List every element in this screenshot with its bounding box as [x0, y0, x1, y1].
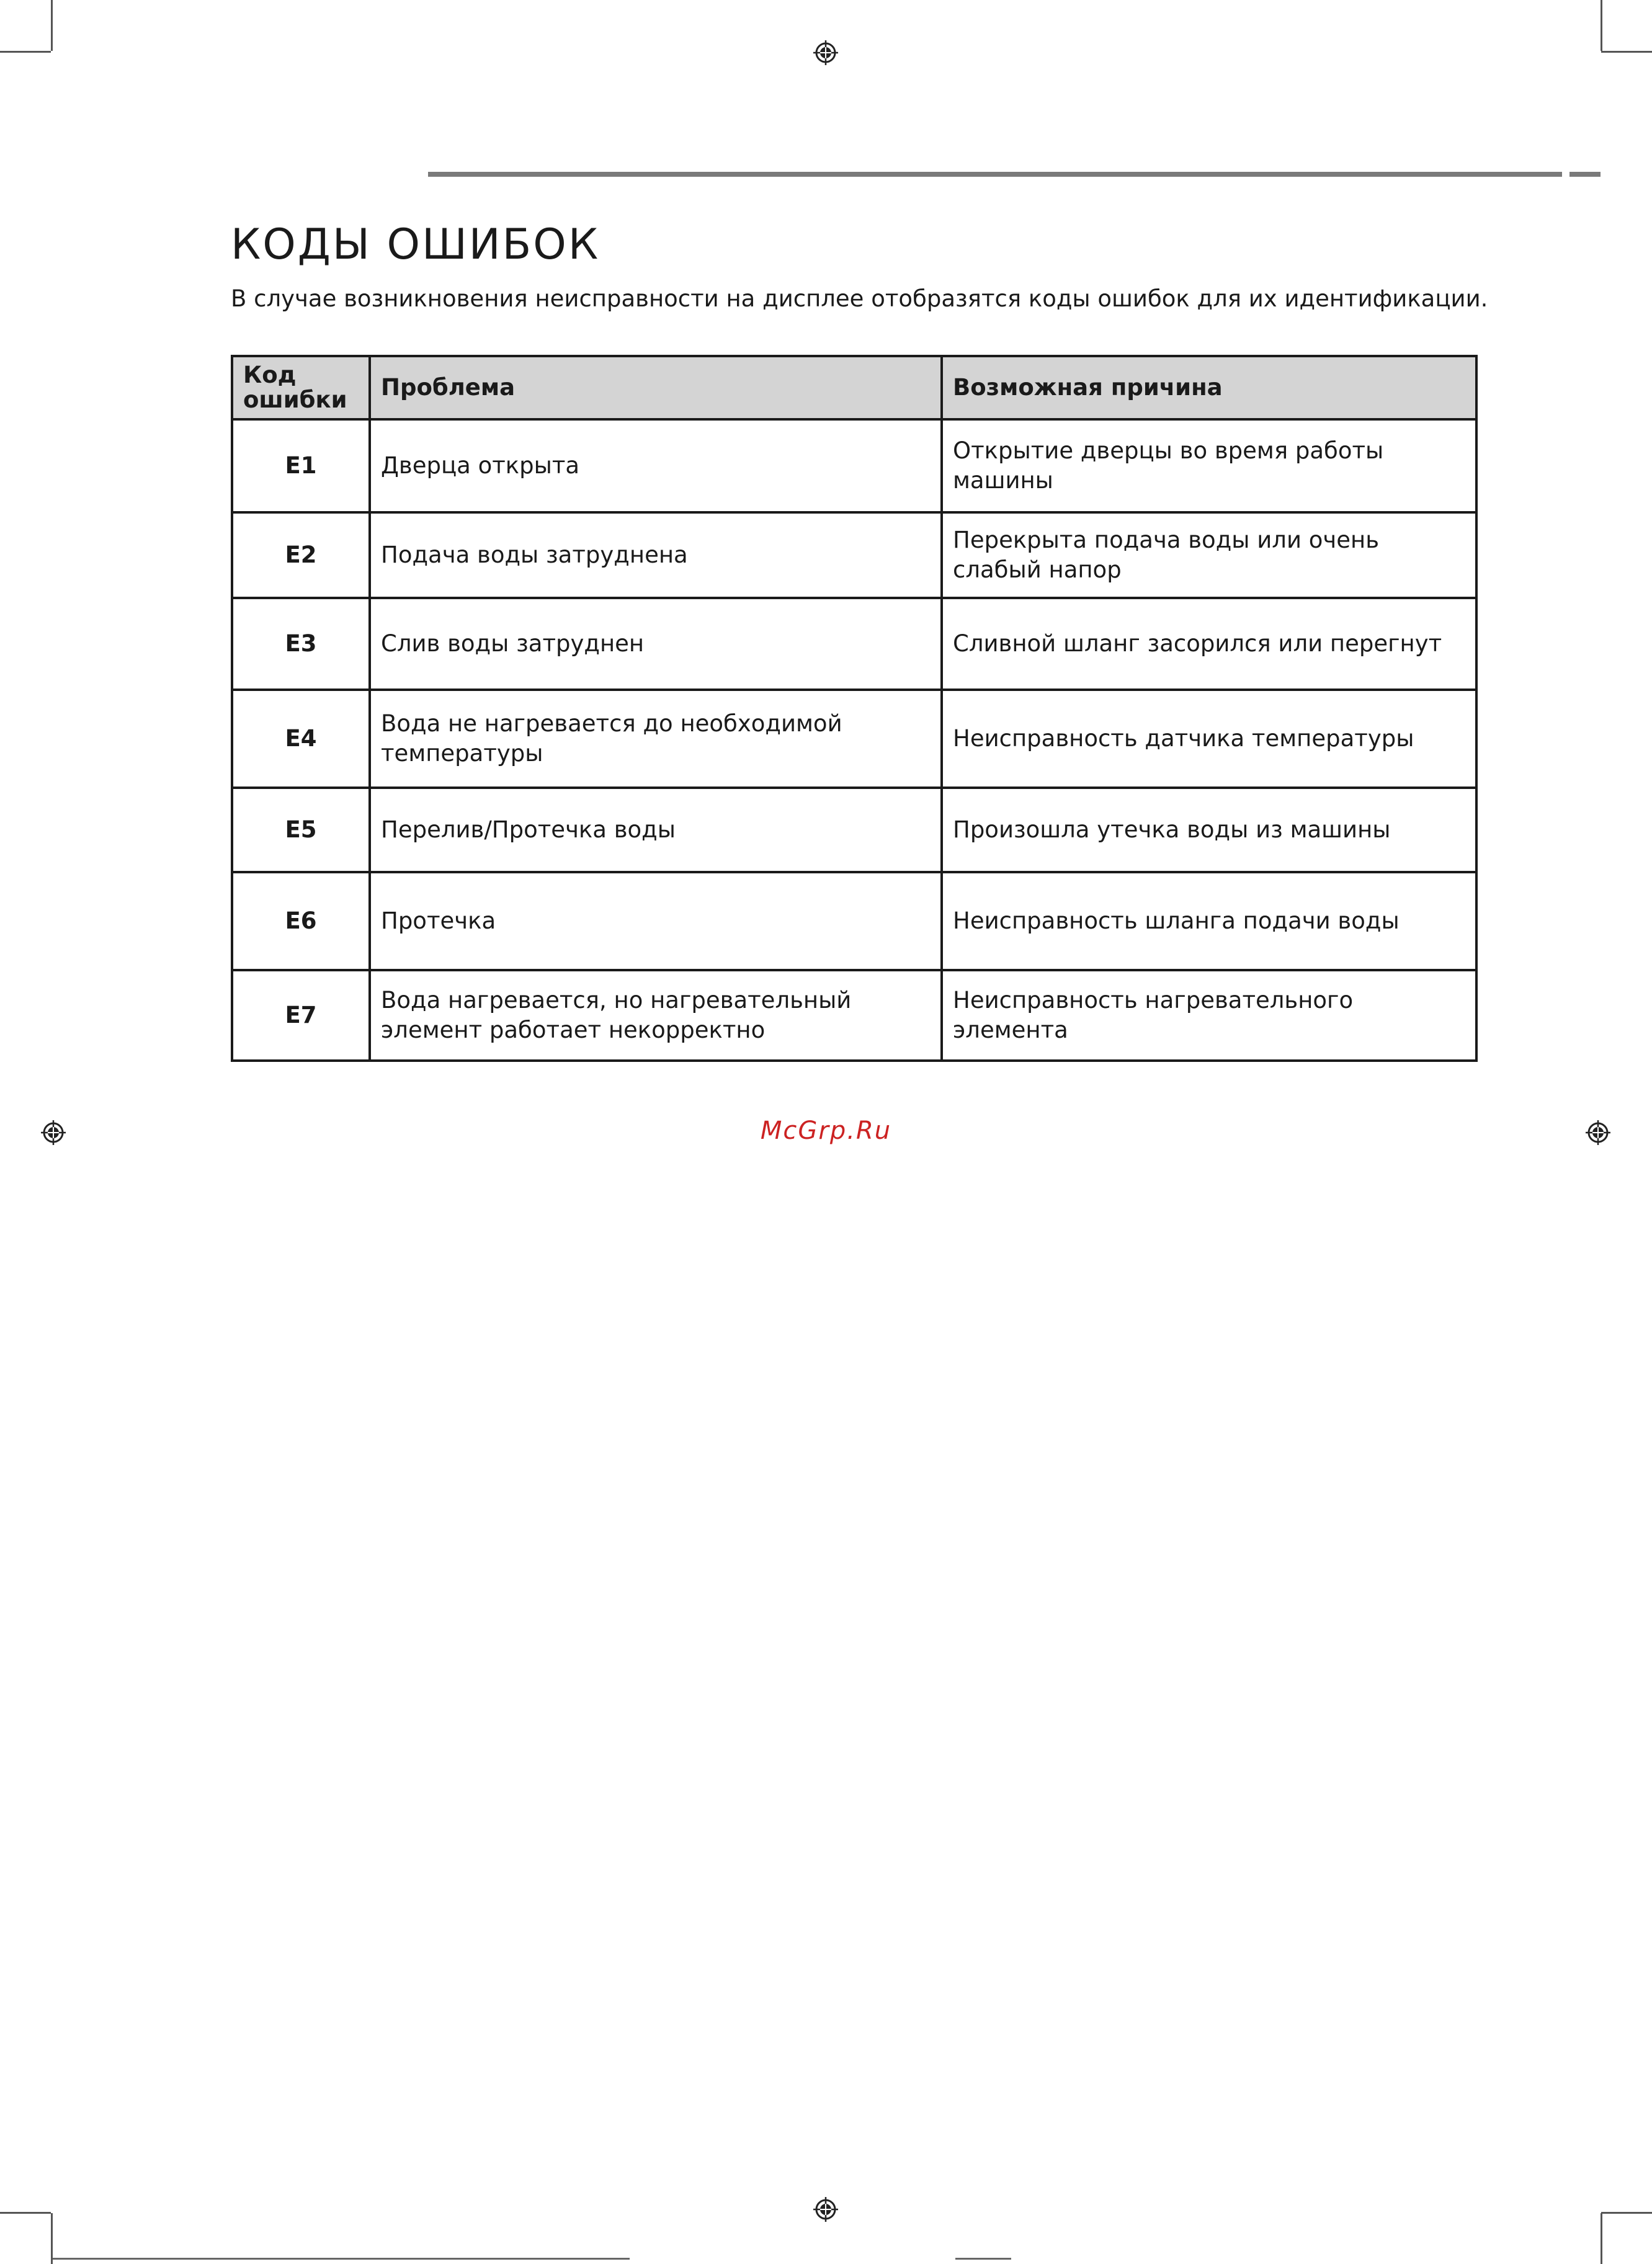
error-problem: Вода нагревается, но нагревательный элемент работает некорректно	[370, 970, 942, 1061]
error-cause: Неисправность датчика температуры	[942, 690, 1476, 788]
table-row	[232, 512, 1476, 598]
crop-mark	[51, 2213, 53, 2264]
error-code: E3	[232, 598, 370, 690]
error-problem: Слив воды затруднен	[370, 598, 942, 690]
table-row	[232, 970, 1476, 1061]
crop-mark	[1601, 0, 1602, 51]
bottom-line	[53, 2258, 630, 2260]
error-cause: Перекрыта подача воды или очень слабый напор	[942, 512, 1476, 598]
error-problem: Перелив/Протечка воды	[370, 788, 942, 872]
error-codes-table	[231, 355, 1478, 1062]
crop-mark	[0, 51, 51, 53]
crop-mark	[1601, 2212, 1652, 2214]
error-cause: Открытие дверцы во время работы машины	[942, 419, 1476, 512]
crop-mark	[0, 2212, 51, 2214]
header-cause: Возможная причина	[942, 356, 1476, 419]
error-code: E4	[232, 690, 370, 788]
crop-mark	[1601, 2213, 1602, 2264]
error-code: E6	[232, 872, 370, 970]
table-row	[232, 872, 1476, 970]
error-problem: Вода не нагревается до необходимой температуры	[370, 690, 942, 788]
error-problem: Протечка	[370, 872, 942, 970]
header-rule-tab	[1569, 172, 1601, 177]
error-cause: Неисправность шланга подачи воды	[942, 872, 1476, 970]
header-problem: Проблема	[370, 356, 942, 419]
error-code: E1	[232, 419, 370, 512]
table-row	[232, 419, 1476, 512]
error-cause: Неисправность нагревательного элемента	[942, 970, 1476, 1061]
header-rule	[428, 172, 1562, 177]
error-cause: Произошла утечка воды из машины	[942, 788, 1476, 872]
registration-mark-icon	[813, 2197, 838, 2222]
error-code: E7	[232, 970, 370, 1061]
error-code: E5	[232, 788, 370, 872]
registration-mark-icon	[813, 40, 838, 65]
error-problem: Подача воды затруднена	[370, 512, 942, 598]
error-problem: Дверца открыта	[370, 419, 942, 512]
error-code: E2	[232, 512, 370, 598]
intro-text: В случае возникновения неисправности на дисплее отобразятся коды ошибок для их идентификации.	[231, 285, 1488, 312]
table-row	[232, 690, 1476, 788]
table-row	[232, 598, 1476, 690]
table-header-row	[232, 356, 1476, 419]
crop-mark	[51, 0, 53, 51]
error-cause: Сливной шланг засорился или перегнут	[942, 598, 1476, 690]
table-row	[232, 788, 1476, 872]
page-title: КОДЫ ОШИБОК	[231, 220, 601, 269]
bottom-line	[955, 2258, 1011, 2260]
watermark-link[interactable]: McGrp.Ru	[760, 1116, 892, 1145]
crop-mark	[1601, 51, 1652, 53]
header-code: Код ошибки	[232, 356, 370, 419]
